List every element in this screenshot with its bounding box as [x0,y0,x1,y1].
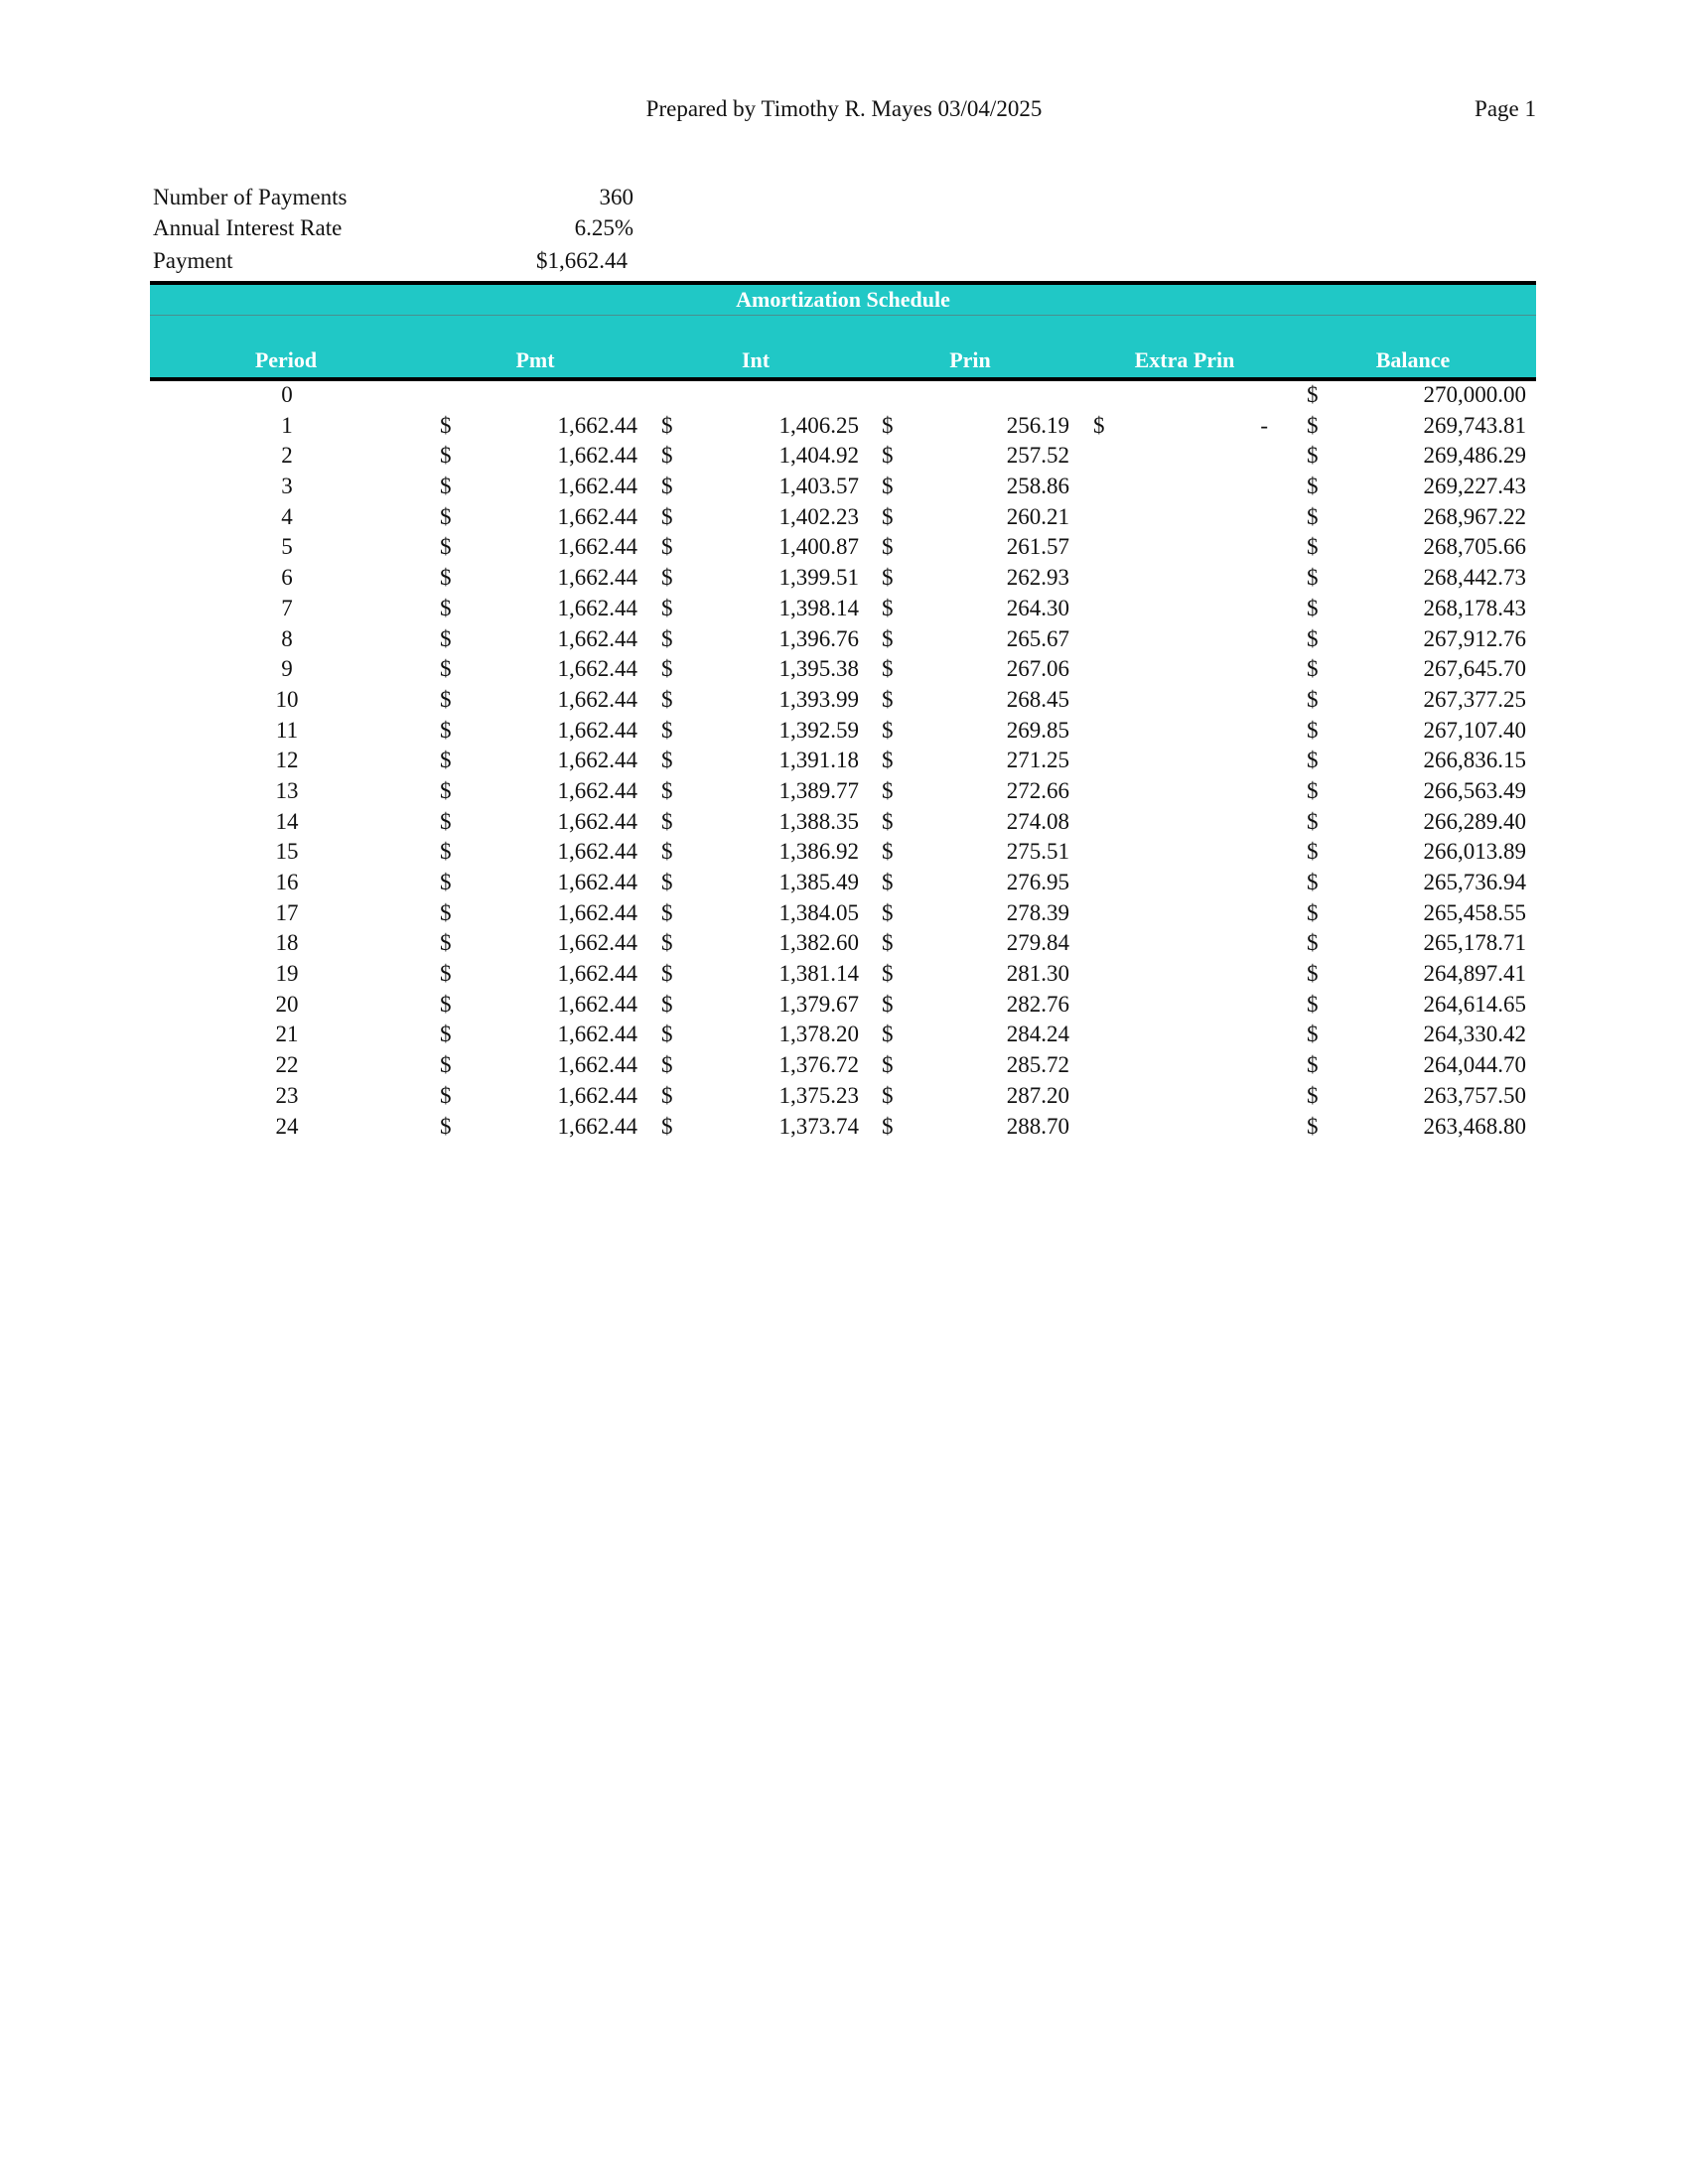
prin-cell: 284.24 [1006,1022,1069,1047]
int-cell: 1,381.14 [778,961,859,987]
pmt-currency-symbol: $ [440,656,452,682]
int-currency-symbol: $ [661,899,673,925]
balance-currency-symbol: $ [1307,870,1319,894]
balance-currency-symbol: $ [1307,1113,1319,1139]
balance-cell: 264,330.42 [1423,1022,1526,1047]
period-cell: 4 [281,503,293,529]
int-currency-symbol: $ [661,503,673,529]
period-cell: 11 [275,717,299,743]
pmt-cell: 1,662.44 [557,899,637,925]
int-cell: 1,393.99 [778,686,859,712]
balance-cell: 267,107.40 [1423,717,1526,743]
table-row [150,1051,1536,1082]
prin-cell: 267.06 [1006,656,1069,682]
col-header-extra-prin: Extra Prin [1134,347,1235,372]
table-row [150,381,1536,412]
balance-currency-symbol: $ [1307,686,1319,712]
extra-currency-symbol: $ [1093,412,1105,438]
balance-cell: 265,736.94 [1423,870,1526,894]
prin-cell: 285.72 [1006,1052,1069,1078]
int-cell: 1,400.87 [778,534,859,560]
balance-currency-symbol: $ [1307,748,1319,773]
prin-cell: 272.66 [1006,777,1069,803]
int-currency-symbol: $ [661,565,673,591]
pmt-cell: 1,662.44 [557,1052,637,1078]
balance-currency-symbol: $ [1307,777,1319,803]
prin-currency-symbol: $ [882,625,894,651]
balance-currency-symbol: $ [1307,412,1319,438]
pmt-currency-symbol: $ [440,595,452,620]
int-cell: 1,376.72 [778,1052,859,1078]
pmt-cell: 1,662.44 [557,748,637,773]
int-currency-symbol: $ [661,991,673,1017]
balance-currency-symbol: $ [1307,930,1319,956]
int-currency-symbol: $ [661,595,673,620]
balance-currency-symbol: $ [1307,899,1319,925]
pmt-currency-symbol: $ [440,930,452,956]
int-cell: 1,398.14 [778,595,859,620]
int-currency-symbol: $ [661,656,673,682]
prin-currency-symbol: $ [882,1022,894,1047]
int-cell: 1,375.23 [778,1082,859,1108]
pmt-cell: 1,662.44 [557,930,637,956]
balance-cell: 270,000.00 [1423,382,1526,407]
int-cell: 1,392.59 [778,717,859,743]
table-row [150,412,1536,443]
int-currency-symbol: $ [661,839,673,865]
balance-cell: 267,645.70 [1423,656,1526,682]
pmt-cell: 1,662.44 [557,443,637,469]
prin-cell: 256.19 [1006,412,1069,438]
table-row [150,655,1536,686]
input-row-payments [153,185,649,215]
prin-cell: 275.51 [1006,839,1069,865]
pmt-cell: 1,662.44 [557,534,637,560]
int-cell: 1,379.67 [778,991,859,1017]
pmt-currency-symbol: $ [440,748,452,773]
col-header-balance: Balance [1375,347,1451,372]
table-row [150,503,1536,534]
pmt-currency-symbol: $ [440,1052,452,1078]
balance-currency-symbol: $ [1307,503,1319,529]
balance-currency-symbol: $ [1307,1022,1319,1047]
pmt-currency-symbol: $ [440,565,452,591]
pmt-currency-symbol: $ [440,534,452,560]
balance-currency-symbol: $ [1307,839,1319,865]
prin-cell: 261.57 [1006,534,1069,560]
table-row [150,991,1536,1022]
int-currency-symbol: $ [661,412,673,438]
balance-cell: 268,705.66 [1423,534,1526,560]
int-currency-symbol: $ [661,534,673,560]
period-cell: 22 [275,1052,299,1078]
period-cell: 1 [281,412,293,438]
pmt-currency-symbol: $ [440,839,452,865]
table-row [150,533,1536,564]
prin-cell: 276.95 [1006,870,1069,894]
pmt-cell: 1,662.44 [557,565,637,591]
input-row-rate [153,215,649,246]
prin-currency-symbol: $ [882,870,894,894]
col-header-prin: Prin [949,347,991,372]
int-cell: 1,406.25 [778,412,859,438]
pmt-currency-symbol: $ [440,961,452,987]
period-cell: 10 [275,686,299,712]
prin-cell: 281.30 [1006,961,1069,987]
balance-cell: 267,377.25 [1423,686,1526,712]
prin-cell: 264.30 [1006,595,1069,620]
prin-cell: 257.52 [1006,443,1069,469]
prin-cell: 265.67 [1006,625,1069,651]
balance-cell: 265,178.71 [1423,930,1526,956]
period-cell: 6 [281,565,293,591]
balance-currency-symbol: $ [1307,717,1319,743]
prin-cell: 287.20 [1006,1082,1069,1108]
balance-cell: 264,044.70 [1423,1052,1526,1078]
pmt-cell: 1,662.44 [557,686,637,712]
balance-cell: 263,757.50 [1423,1082,1526,1108]
int-cell: 1,378.20 [778,1022,859,1047]
int-cell: 1,384.05 [778,899,859,925]
loan-inputs [153,185,649,277]
table-row [150,838,1536,869]
int-currency-symbol: $ [661,748,673,773]
table-row [150,1082,1536,1113]
prin-currency-symbol: $ [882,656,894,682]
int-cell: 1,403.57 [778,474,859,499]
pmt-cell: 1,662.44 [557,656,637,682]
prin-currency-symbol: $ [882,1052,894,1078]
pmt-cell: 1,662.44 [557,1022,637,1047]
balance-cell: 266,013.89 [1423,839,1526,865]
table-row [150,1113,1536,1144]
prin-cell: 278.39 [1006,899,1069,925]
pmt-currency-symbol: $ [440,777,452,803]
int-currency-symbol: $ [661,777,673,803]
period-cell: 18 [275,930,299,956]
prin-currency-symbol: $ [882,443,894,469]
input-row-payment [153,248,649,279]
number-of-payments-value[interactable]: 360 [599,185,633,209]
pmt-currency-symbol: $ [440,1022,452,1047]
pmt-currency-symbol: $ [440,625,452,651]
prin-currency-symbol: $ [882,686,894,712]
period-cell: 12 [275,748,299,773]
pmt-cell: 1,662.44 [557,1113,637,1139]
table-row [150,869,1536,899]
balance-cell: 269,227.43 [1423,474,1526,499]
prin-currency-symbol: $ [882,717,894,743]
pmt-cell: 1,662.44 [557,839,637,865]
int-currency-symbol: $ [661,808,673,834]
balance-currency-symbol: $ [1307,808,1319,834]
int-cell: 1,399.51 [778,565,859,591]
balance-cell: 263,468.80 [1423,1113,1526,1139]
balance-cell: 264,614.65 [1423,991,1526,1017]
int-cell: 1,389.77 [778,777,859,803]
prepared-by-header: Prepared by Timothy R. Mayes 03/04/2025 [645,96,1043,121]
table-row [150,625,1536,656]
prin-cell: 288.70 [1006,1113,1069,1139]
prin-currency-symbol: $ [882,565,894,591]
balance-currency-symbol: $ [1307,534,1319,560]
balance-cell: 267,912.76 [1423,625,1526,651]
prin-currency-symbol: $ [882,503,894,529]
int-cell: 1,385.49 [778,870,859,894]
balance-cell: 268,442.73 [1423,565,1526,591]
period-cell: 5 [281,534,293,560]
prin-currency-symbol: $ [882,1113,894,1139]
int-cell: 1,402.23 [778,503,859,529]
col-header-pmt: Pmt [515,347,555,372]
pmt-currency-symbol: $ [440,1113,452,1139]
pmt-cell: 1,662.44 [557,717,637,743]
pmt-currency-symbol: $ [440,503,452,529]
input-label: Annual Interest Rate [153,215,343,240]
int-currency-symbol: $ [661,443,673,469]
balance-cell: 266,836.15 [1423,748,1526,773]
balance-currency-symbol: $ [1307,443,1319,469]
pmt-cell: 1,662.44 [557,991,637,1017]
input-label: Payment [153,248,233,273]
pmt-currency-symbol: $ [440,443,452,469]
int-currency-symbol: $ [661,717,673,743]
table-row [150,473,1536,503]
balance-cell: 266,563.49 [1423,777,1526,803]
col-header-period: Period [254,347,318,372]
balance-currency-symbol: $ [1307,382,1319,407]
pmt-currency-symbol: $ [440,474,452,499]
prin-cell: 282.76 [1006,991,1069,1017]
table-row [150,1021,1536,1051]
prin-currency-symbol: $ [882,748,894,773]
period-cell: 23 [275,1082,299,1108]
period-cell: 9 [281,656,293,682]
table-row [150,960,1536,991]
table-row [150,564,1536,595]
table-row [150,717,1536,748]
int-cell: 1,396.76 [778,625,859,651]
pmt-cell: 1,662.44 [557,777,637,803]
balance-cell: 265,458.55 [1423,899,1526,925]
balance-currency-symbol: $ [1307,595,1319,620]
prin-cell: 271.25 [1006,748,1069,773]
int-cell: 1,388.35 [778,808,859,834]
int-cell: 1,391.18 [778,748,859,773]
period-cell: 7 [281,595,293,620]
period-cell: 21 [275,1022,299,1047]
payment-value: $1,662.44 [536,248,628,273]
prin-currency-symbol: $ [882,839,894,865]
prin-cell: 258.86 [1006,474,1069,499]
pmt-cell: 1,662.44 [557,595,637,620]
table-row [150,929,1536,960]
period-cell: 0 [281,382,293,407]
col-header-int: Int [741,347,771,372]
int-cell: 1,395.38 [778,656,859,682]
pmt-cell: 1,662.44 [557,412,637,438]
int-currency-symbol: $ [661,625,673,651]
page-number: Page 1 [1475,96,1536,121]
pmt-currency-symbol: $ [440,899,452,925]
period-cell: 15 [275,839,299,865]
int-currency-symbol: $ [661,1022,673,1047]
pmt-currency-symbol: $ [440,991,452,1017]
prin-currency-symbol: $ [882,899,894,925]
balance-cell: 266,289.40 [1423,808,1526,834]
pmt-currency-symbol: $ [440,412,452,438]
table-row [150,899,1536,930]
prin-currency-symbol: $ [882,412,894,438]
pmt-currency-symbol: $ [440,1082,452,1108]
int-currency-symbol: $ [661,1113,673,1139]
prin-currency-symbol: $ [882,1082,894,1108]
pmt-currency-symbol: $ [440,686,452,712]
column-header-row [150,315,1536,381]
balance-currency-symbol: $ [1307,1052,1319,1078]
period-cell: 20 [275,991,299,1017]
int-cell: 1,373.74 [778,1113,859,1139]
balance-currency-symbol: $ [1307,656,1319,682]
prin-currency-symbol: $ [882,991,894,1017]
prin-currency-symbol: $ [882,808,894,834]
pmt-currency-symbol: $ [440,717,452,743]
balance-cell: 264,897.41 [1423,961,1526,987]
prin-currency-symbol: $ [882,777,894,803]
int-currency-symbol: $ [661,961,673,987]
balance-currency-symbol: $ [1307,625,1319,651]
table-row [150,686,1536,717]
pmt-cell: 1,662.44 [557,808,637,834]
prin-currency-symbol: $ [882,595,894,620]
period-cell: 3 [281,474,293,499]
period-cell: 2 [281,443,293,469]
prin-cell: 260.21 [1006,503,1069,529]
pmt-cell: 1,662.44 [557,870,637,894]
period-cell: 17 [275,899,299,925]
pmt-cell: 1,662.44 [557,503,637,529]
prin-currency-symbol: $ [882,961,894,987]
table-row [150,808,1536,839]
prin-cell: 269.85 [1006,717,1069,743]
prin-currency-symbol: $ [882,474,894,499]
prin-cell: 262.93 [1006,565,1069,591]
table-row [150,595,1536,625]
int-currency-symbol: $ [661,1052,673,1078]
balance-currency-symbol: $ [1307,991,1319,1017]
period-cell: 13 [275,777,299,803]
int-cell: 1,386.92 [778,839,859,865]
balance-currency-symbol: $ [1307,474,1319,499]
period-cell: 19 [275,961,299,987]
balance-cell: 269,486.29 [1423,443,1526,469]
amortization-schedule [150,281,1536,1143]
prin-cell: 279.84 [1006,930,1069,956]
pmt-currency-symbol: $ [440,870,452,894]
int-currency-symbol: $ [661,686,673,712]
int-currency-symbol: $ [661,870,673,894]
prin-cell: 274.08 [1006,808,1069,834]
schedule-rows [150,381,1536,1143]
balance-currency-symbol: $ [1307,961,1319,987]
int-currency-symbol: $ [661,1082,673,1108]
prin-cell: 268.45 [1006,686,1069,712]
period-cell: 16 [275,870,299,894]
balance-cell: 269,743.81 [1423,412,1526,438]
table-row [150,442,1536,473]
int-currency-symbol: $ [661,474,673,499]
input-label: Number of Payments [153,185,348,209]
table-row [150,777,1536,808]
pmt-cell: 1,662.44 [557,1082,637,1108]
pmt-cell: 1,662.44 [557,625,637,651]
int-cell: 1,404.92 [778,443,859,469]
schedule-title: Amortization Schedule [150,281,1536,315]
period-cell: 8 [281,625,293,651]
balance-cell: 268,178.43 [1423,595,1526,620]
int-currency-symbol: $ [661,930,673,956]
int-cell: 1,382.60 [778,930,859,956]
annual-interest-rate-value[interactable]: 6.25% [574,215,633,240]
pmt-cell: 1,662.44 [557,474,637,499]
table-row [150,747,1536,777]
period-cell: 14 [275,808,299,834]
period-cell: 24 [275,1113,299,1139]
pmt-cell: 1,662.44 [557,961,637,987]
balance-currency-symbol: $ [1307,565,1319,591]
pmt-currency-symbol: $ [440,808,452,834]
prin-currency-symbol: $ [882,930,894,956]
prin-currency-symbol: $ [882,534,894,560]
extra-cell: - [1260,412,1268,438]
balance-currency-symbol: $ [1307,1082,1319,1108]
balance-cell: 268,967.22 [1423,503,1526,529]
